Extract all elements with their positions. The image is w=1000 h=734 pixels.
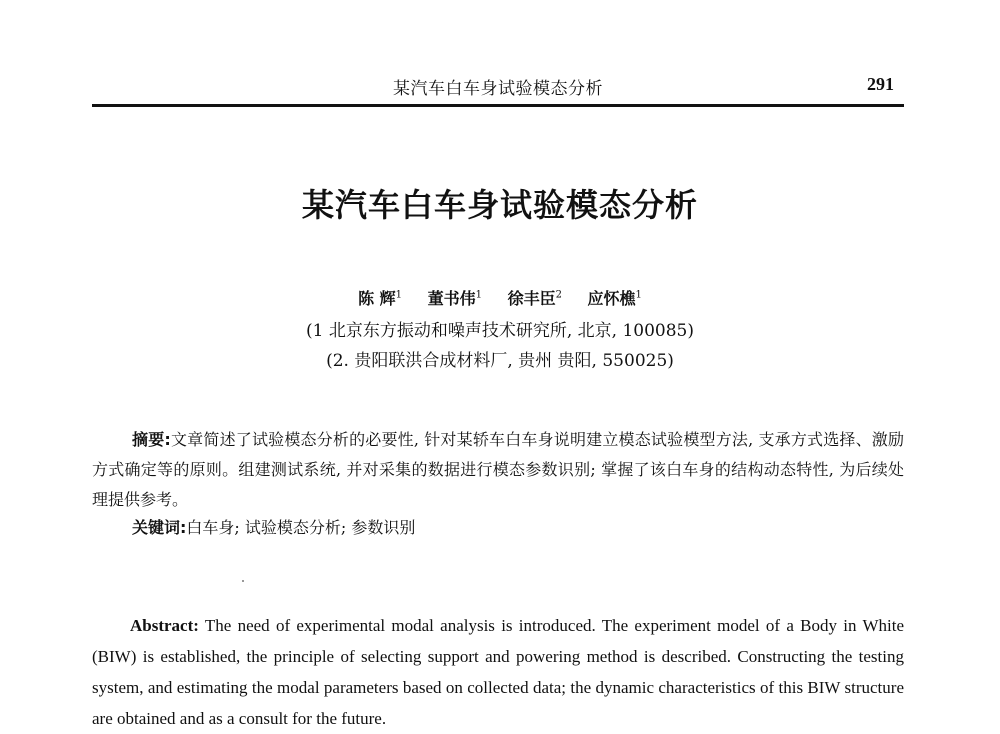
author <box>508 286 562 309</box>
author-name: 董书伟 <box>427 289 476 308</box>
affiliation-1: (1 北京东方振动和噪声技术研究所, 北京, 100085) <box>306 321 694 341</box>
affiliation-2: (2. 贵阳联洪合成材料厂, 贵州 贵阳, 550025) <box>326 351 674 371</box>
author-name: 陈 辉 <box>358 289 396 308</box>
abstract-cn-label: 摘要: <box>132 430 171 449</box>
author-affil-mark: 1 <box>395 289 403 301</box>
article-title: 某汽车白车身试验模态分析 <box>301 186 698 224</box>
abstract-cn-text: 文章简述了试验模态分析的必要性, 针对某轿车白车身说明建立模态试验模型方法, 支承方式选择、激励方式确定等的原则。组建测试系统, 并对采集的数据进行模态参数识别; 掌握了该白车身的结构动态特性, 为后续处理提供参考。 <box>92 430 904 509</box>
author <box>428 286 482 309</box>
scan-speck <box>242 580 244 582</box>
abstract-en-text: The need of experimental modal analysis is introduced. The experiment model of a Body in White (BIW) is established, the principle of selecting support and powering method is described. Constructing the testing system, and estimating the modal parameters based on collected data; the dynamic characteristics of this BIW structure are obtained and as a consult for the future. <box>92 616 904 728</box>
author-name: 应怀樵 <box>587 289 636 308</box>
author-list <box>0 286 1000 309</box>
author-affil-mark: 2 <box>555 289 562 301</box>
english-abstract <box>92 610 904 734</box>
abstract-en-label: Abstract: <box>130 616 199 635</box>
author-affil-mark: 1 <box>635 289 642 301</box>
page-number: 291 <box>867 74 894 94</box>
header-rule <box>92 104 904 107</box>
author-name: 徐丰臣 <box>507 289 556 308</box>
author-affil-mark: 1 <box>475 289 482 301</box>
keywords <box>132 515 415 538</box>
running-title: 某汽车白车身试验模态分析 <box>393 79 603 99</box>
chinese-abstract <box>92 425 904 515</box>
keywords-text: 白车身; 试验模态分析; 参数识别 <box>186 518 416 537</box>
author <box>588 286 642 309</box>
running-header <box>92 72 904 102</box>
keywords-label: 关键词: <box>132 518 187 537</box>
author <box>358 286 402 309</box>
